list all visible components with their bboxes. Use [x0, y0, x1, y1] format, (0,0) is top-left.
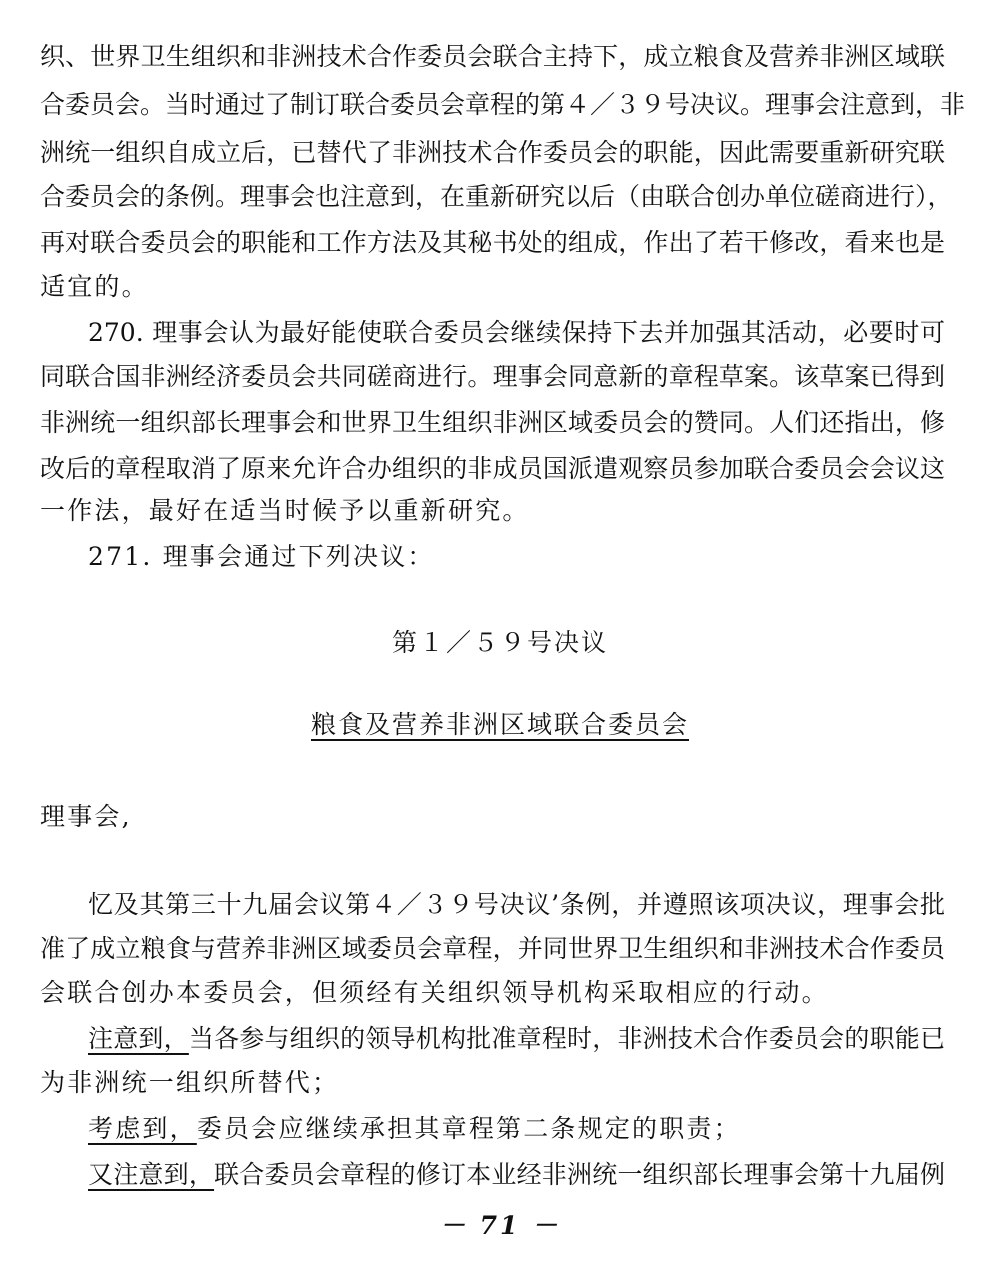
- page-number: － 71 －: [439, 1211, 561, 1240]
- paragraph-270-line: 同联合国非洲经济委员会共同磋商进行。理事会同意新的章程草案。该草案已得到: [40, 362, 945, 391]
- considering-lead: 考虑到，: [88, 1114, 197, 1143]
- paragraph-270-line: 改后的章程取消了原来允许合办组织的非成员国派遣观察员参加联合委员会会议这: [40, 454, 945, 483]
- body-line: 织、世界卫生组织和非洲技术合作委员会联合主持下，成立粮食及营养非洲区域联: [40, 42, 945, 71]
- further-noting-rest: 联合委员会章程的修订本业经非洲统一组织部长理事会第十九届例: [214, 1160, 945, 1189]
- noting-lead: 注意到，: [88, 1024, 189, 1053]
- body-line: 适宜的。: [40, 272, 149, 301]
- resolution-title: [0, 708, 1000, 742]
- paragraph-270-line: 非洲统一组织部长理事会和世界卫生组织非洲区域委员会的赞同。人们还指出，修: [40, 408, 945, 437]
- noting-line-2: 为非洲统一组织所替代；: [40, 1068, 340, 1097]
- paragraph-270-line: 一作法，最好在适当时候予以重新研究。: [40, 496, 530, 525]
- body-line: 再对联合委员会的职能和工作方法及其秘书处的组成，作出了若干修改，看来也是: [40, 228, 945, 257]
- body-line: 洲统一组织自成立后，已替代了非洲技术合作委员会的职能，因此需要重新研究联: [40, 138, 945, 167]
- resolution-number: 第１／５９号决议: [391, 628, 608, 657]
- resolution-title-text: 粮食及营养非洲区域联合委员会: [310, 710, 689, 739]
- considering-line: [88, 1112, 945, 1146]
- considering-rest: 委员会应继续承担其章程第二条规定的职责；: [196, 1114, 741, 1143]
- recall-line: 准了成立粮食与营养非洲区域委员会章程，并同世界卫生组织和非洲技术合作委员: [40, 934, 945, 963]
- further-noting-line: [88, 1158, 945, 1192]
- further-noting-lead: 又注意到，: [88, 1160, 215, 1189]
- council-label: 理事会,: [40, 802, 132, 831]
- noting-rest: 当各参与组织的领导机构批准章程时，非洲技术合作委员会的职能已: [188, 1024, 945, 1053]
- recall-line: 忆及其第三十九届会议第４／３９号决议’条例，并遵照该项决议，理事会批: [88, 890, 945, 919]
- noting-line: [88, 1022, 945, 1056]
- body-line: 合委员会。当时通过了制订联合委员会章程的第４／３９号决议。理事会注意到，非: [40, 90, 966, 119]
- body-line: 合委员会的条例。理事会也注意到，在重新研究以后（由联合创办单位磋商进行），: [40, 182, 953, 211]
- recall-line: 会联合创办本委员会，但须经有关组织领导机构采取相应的行动。: [40, 978, 829, 1007]
- paragraph-270-line: 270. 理事会认为最好能使联合委员会继续保持下去并加强其活动，必要时可: [88, 318, 945, 347]
- paragraph-271: 271. 理事会通过下列决议：: [88, 542, 435, 571]
